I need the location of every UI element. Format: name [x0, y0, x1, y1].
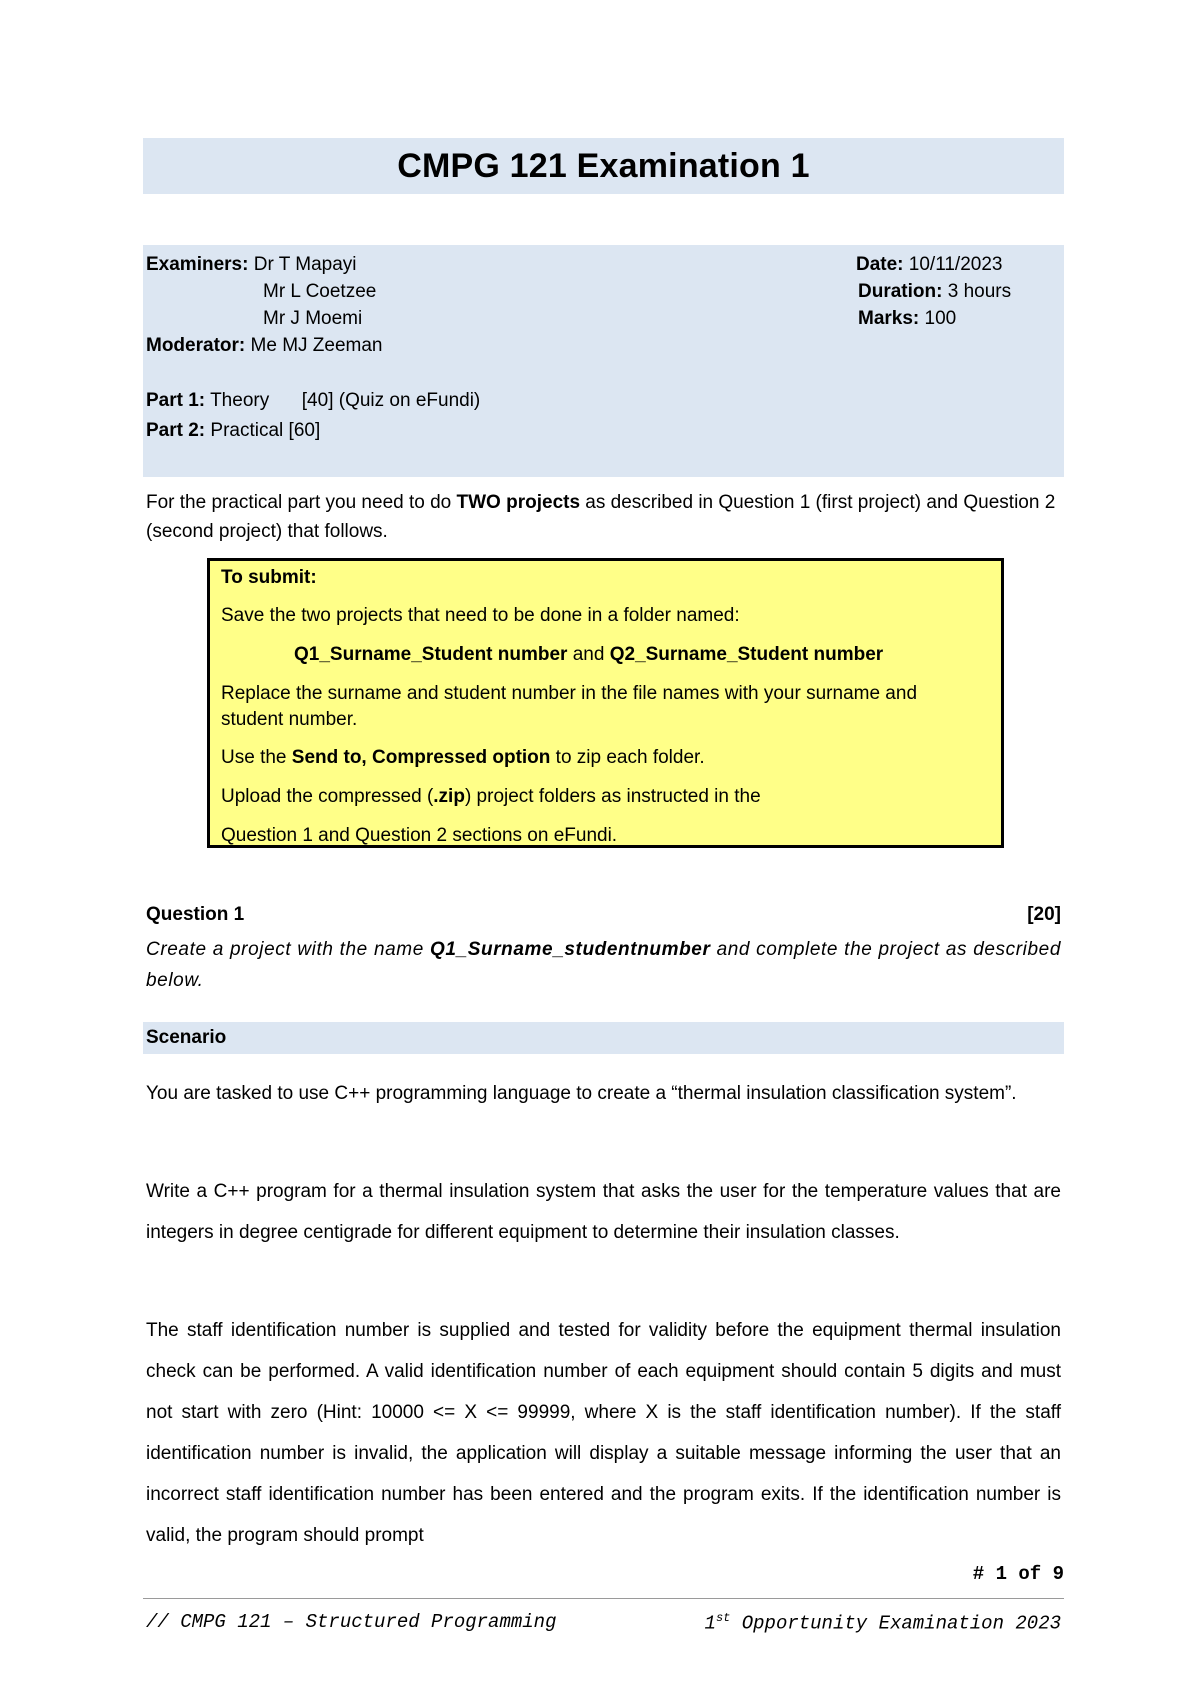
- submit-line-3b: student number.: [221, 709, 358, 730]
- part1-detail: [40] (Quiz on eFundi): [301, 390, 481, 411]
- intro-text: For the practical part you need to do: [146, 492, 457, 513]
- folder-name-q2: Q2_Surname_Student number: [609, 644, 884, 665]
- question-1-heading: [146, 904, 1061, 926]
- exam-info-panel: [143, 245, 1064, 477]
- marks-value: 100: [924, 308, 957, 329]
- examiner-3: Mr J Moemi: [263, 308, 363, 329]
- moderator-row: [146, 335, 383, 357]
- footer-exam: [705, 1611, 1061, 1634]
- submit-line-5-post: ) project folders as instructed in the: [464, 786, 761, 807]
- page-footer: [146, 1611, 1061, 1633]
- footer-exam-number: 1: [704, 1612, 716, 1635]
- title-band: [143, 138, 1064, 194]
- footer-divider: [143, 1598, 1064, 1599]
- page-title: CMPG 121 Examination 1: [397, 146, 810, 185]
- scenario-paragraph-2: Write a C++ program for a thermal insulation system that asks the user for the temperature values that are integers in degree centigrade for different equipment to determine their insulation classes.: [146, 1181, 1061, 1243]
- examiner-2: Mr L Coetzee: [263, 281, 377, 302]
- scenario-paragraph-3: The staff identification number is supplied and tested for validity before the equipment thermal insulation check can be performed. A valid identification number of each equipment should contain 5 digits and must not start with zero (Hint: 10000 <= X <= 99999, where X is the staff identification number). If the staff identification number is invalid, the application will display a suitable message informing the user that an incorrect staff identification number has been entered and the program exits. If the identification number is valid, the program should prompt: [146, 1320, 1061, 1546]
- submit-line-4-pre: Use the: [221, 747, 292, 768]
- folder-name-q1: Q1_Surname_Student number: [294, 644, 568, 665]
- submission-instructions-box: [207, 558, 1004, 848]
- folder-name-and: and: [567, 644, 610, 665]
- submit-line-5-pre: Upload the compressed (: [221, 786, 434, 807]
- submit-heading: To submit:: [221, 567, 317, 588]
- date-row: [856, 254, 1002, 276]
- submit-line-5-bold: .zip: [433, 786, 465, 807]
- examiners-row: [146, 254, 357, 276]
- part2-row: [146, 420, 320, 442]
- date-value: 10/11/2023: [908, 254, 1003, 275]
- submit-line-4-bold: Send to, Compressed option: [291, 747, 551, 768]
- submit-line-6: Question 1 and Question 2 sections on eFundi.: [221, 825, 618, 846]
- duration-label: Duration:: [858, 281, 943, 302]
- footer-exam-ordinal: st: [715, 1611, 731, 1625]
- duration-value: 3 hours: [947, 281, 1012, 302]
- intro-text-end: as described in Question 1 (first project) and Question 2 (second project) that follows.: [146, 492, 1056, 542]
- examiner-1: Dr T Mapayi: [253, 254, 357, 275]
- footer-course: // CMPG 121 – Structured Programming: [146, 1611, 557, 1633]
- part2-detail: Practical [60]: [210, 420, 321, 441]
- submit-line-4-post: to zip each folder.: [550, 747, 705, 768]
- intro-paragraph: [146, 488, 1064, 546]
- submit-line-5: [221, 786, 761, 808]
- submit-line-1: Save the two projects that need to be done in a folder named:: [221, 605, 740, 626]
- question-1-desc-post: and complete the project as described below.: [146, 939, 1061, 991]
- submit-line-4: [221, 747, 705, 769]
- part1-row: [146, 390, 480, 412]
- page-number: # 1 of 9: [972, 1563, 1064, 1585]
- part2-label: Part 2:: [146, 420, 206, 441]
- marks-row: [858, 308, 956, 330]
- scenario-paragraph-1: You are tasked to use C++ programming language to create a “thermal insulation classification system”.: [146, 1083, 1017, 1104]
- intro-emphasis: TWO projects: [456, 492, 581, 513]
- duration-row: [858, 281, 1011, 303]
- question-1-desc-pre: Create a project with the name: [146, 939, 430, 960]
- moderator-name: Me MJ Zeeman: [250, 335, 383, 356]
- submit-line-3a: Replace the surname and student number in the file names with your surname and: [221, 683, 918, 704]
- folder-names: [294, 644, 883, 666]
- moderator-label: Moderator:: [146, 335, 246, 356]
- question-1-description: [146, 934, 1061, 996]
- question-1-title: Question 1: [146, 904, 245, 925]
- marks-label: Marks:: [858, 308, 920, 329]
- scenario-heading-band: [143, 1022, 1064, 1054]
- question-1-project-name: Q1_Surname_studentnumber: [430, 939, 711, 960]
- examiners-label: Examiners:: [146, 254, 249, 275]
- part1-name: Theory: [210, 390, 270, 411]
- footer-exam-text: Opportunity Examination 2023: [730, 1612, 1061, 1635]
- part1-label: Part 1:: [146, 390, 206, 411]
- date-label: Date:: [856, 254, 904, 275]
- question-1-marks: [20]: [1027, 904, 1061, 925]
- scenario-heading: Scenario: [146, 1027, 227, 1048]
